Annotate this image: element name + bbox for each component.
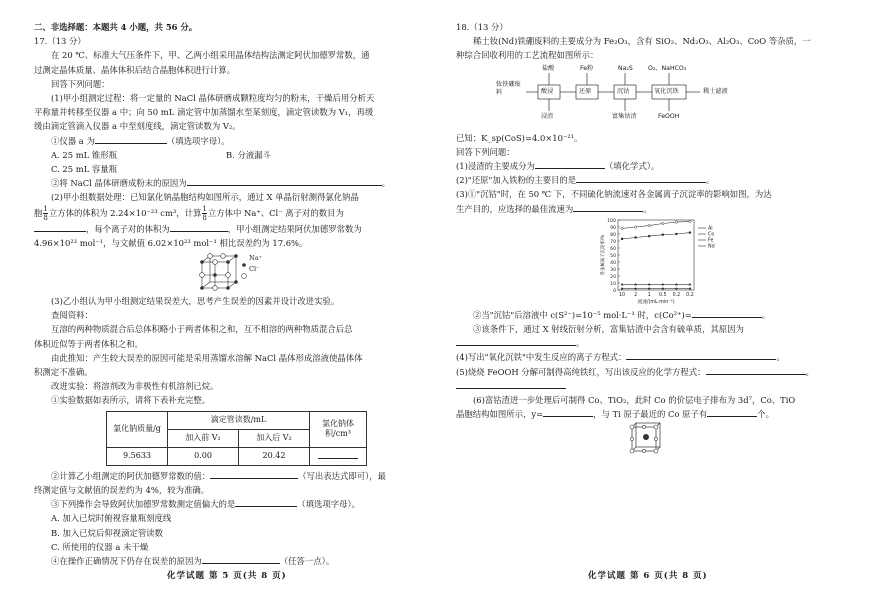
q17-2-text-4: 4.96×10²³ mol⁻¹，与文献值 6.02×10²³ mol⁻¹ 相比误差约为 17.6%。 — [34, 237, 308, 248]
answer-blank[interactable] — [706, 365, 806, 375]
q17-3-4: ④在操作正确情况下仍存在误差的原因为 （任答一点）。 — [51, 556, 335, 567]
chart-svg — [596, 216, 796, 308]
flow-fe: Fe粉 — [580, 64, 594, 72]
answer-blank[interactable] — [34, 222, 86, 232]
y-tick-label: 40 — [610, 260, 616, 266]
answer-blank[interactable] — [456, 336, 576, 346]
q17-2-text-2: 胞 $\frac{1}{8}$ 立方体的体积为 2.24×10⁻²³ cm³，计算 $\frac{1}{8}$ 立方体中 Na⁺、Cl⁻ 离子对的数目为 — [34, 204, 344, 222]
point-Al — [648, 224, 650, 226]
x-tick-label: 10 — [618, 292, 626, 298]
cotio-cell-figure — [456, 421, 836, 457]
nacl-cell-figure — [34, 250, 419, 294]
cotio-lattice-icon — [626, 421, 666, 457]
option-b: B. 分液漏斗 — [226, 149, 271, 160]
legend-cl: Cl⁻ — [249, 265, 260, 274]
point-Co — [689, 231, 691, 233]
flow-o2: O₂、NaHCO₃ — [648, 64, 687, 72]
q18-header: 18.（13 分） — [456, 22, 508, 32]
point-Al — [634, 226, 636, 228]
answer-prompt: 回答下列问题： — [51, 78, 110, 89]
point-Co — [648, 235, 650, 237]
q18-1: (1)浸渣的主要成分为 （填化学式）。 — [456, 161, 660, 172]
point-Nd — [689, 287, 691, 289]
y-tick-label: 80 — [610, 232, 616, 238]
q17-2-text-1: (2)甲小组数据处理：已知氯化钠晶胞结构如图所示，通过 X 单晶衍射测得氯化钠晶 — [51, 192, 359, 203]
point-Co — [662, 233, 664, 235]
header-volume: 氯化钠体积/cm³ — [310, 411, 367, 447]
ksp-note: 已知：K_sp(CoS)=4.0×10⁻²¹。 — [456, 132, 583, 143]
point-Co — [621, 238, 623, 240]
answer-blank[interactable] — [456, 379, 566, 389]
fraction-one-eighth: $\frac{1}{8}$ — [202, 204, 207, 222]
q18-6-a: (6)富钴渣进一步处理后可制得 Co、TiO₂，此时 Co 的价层电子排布为 3d⁷，Co、TiO — [473, 395, 796, 406]
precipitation-chart — [596, 216, 796, 308]
x-tick-label: 0.2 — [686, 292, 694, 298]
point-Nd — [675, 287, 677, 289]
answer-blank[interactable] — [535, 159, 605, 169]
y-tick-label: 90 — [610, 225, 616, 231]
point-Co — [635, 236, 637, 238]
answer-blank[interactable] — [318, 449, 358, 459]
q18-intro-2: 种综合回收利用的工艺流程如图所示： — [456, 50, 599, 61]
q17-intro-1: 在 20 ℃、标准大气压条件下，甲、乙两小组采用晶体结构法测定阿伏加德罗常数，通 — [51, 50, 370, 61]
q17-1-text-2: 平称量并转移至仪器 a 中；向 50 mL 滴定管中加蒸馏水至某刻度，滴定管读数为 V₁，再缓 — [34, 107, 374, 118]
data-table — [106, 411, 367, 466]
answer-blank[interactable] — [210, 469, 298, 479]
fraction-one-eighth: $\frac{1}{8}$ — [43, 204, 48, 222]
q17-header: 17.（13 分） — [34, 36, 86, 47]
q17-3-2: ②计算乙小组测定的阿伏加德罗常数的值： （写出表达式即可），最 — [51, 470, 387, 481]
process-flow-diagram — [496, 63, 796, 131]
y-tick-label: 0 — [613, 288, 616, 294]
answer-blank[interactable] — [626, 350, 776, 360]
flow-acid: 盐酸 — [542, 64, 555, 72]
q17-3-option-b: B. 加入已烷后仰视滴定管读数 — [51, 527, 163, 538]
q17-1-text-3: 缓由滴定管滴入仪器 a 中至刻度线，滴定管读数为 V₂。 — [34, 121, 241, 132]
legend-na: Na⁺ — [249, 254, 262, 263]
answer-prompt-right: 回答下列问题： — [456, 146, 515, 157]
y-tick-label: 30 — [610, 267, 616, 273]
y-axis-label: 各金属离子沉淀率/% — [601, 234, 606, 276]
analysis-1: 由此推知：产生较大误差的原因可能是采用蒸馏水溶解 NaCl 晶体形成溶液使晶体体 — [51, 352, 363, 363]
point-Al — [662, 222, 664, 224]
y-tick-label: 20 — [610, 274, 616, 280]
chart-frame — [618, 220, 694, 290]
q18-intro-1: 稀土钕(Nd)铁硼废料的主要成分为 Fe₂O₃，含有 SiO₂、Nd₂O₃、Al₂O₃、CoO 等杂质，一 — [473, 36, 811, 47]
flow-box-cobalt: 沉钴 — [617, 87, 630, 95]
x-tick-label: 0.2 — [672, 292, 681, 298]
header-after: 加入后 V₂ — [239, 429, 310, 447]
q18-3-1-b: 生产目的，应选择的最佳流速为 。 — [456, 203, 652, 214]
q18-3-3: ③该条件下，通过 X 射线衍射分析，富集钴渣中会含有硫单质，其原因为 — [473, 324, 744, 335]
header-before: 加入前 V₁ — [168, 429, 239, 447]
y-tick-label: 10 — [610, 281, 616, 287]
q17-intro-2: 过测定晶体质量、晶体体积后结合晶胞体积进行计算。 — [34, 64, 235, 75]
q17-3-3: ③下列操作会导致阿伏加德罗常数测定值偏大的是 （填选项字母）。 — [51, 499, 361, 510]
q17-3-option-c: C. 所使用的仪器 a 未干燥 — [51, 541, 149, 552]
flow-cos: 富集钴渣 — [612, 112, 637, 120]
improved-plan: 改进实验：将溶剂改为非极性有机溶剂已烷。 — [51, 381, 219, 392]
x-axis-label: 流速/(mL·min⁻¹) — [637, 299, 675, 305]
q17-1-options-ab — [34, 148, 419, 162]
y-tick-label: 70 — [610, 239, 616, 245]
answer-blank[interactable] — [202, 554, 280, 564]
option-c: C. 25 mL 容量瓶 — [51, 164, 118, 175]
answer-blank[interactable] — [187, 176, 382, 186]
q17-3-2-b: 终测定值与文献值的误差约为 4%，较为准确。 — [34, 485, 210, 496]
flow-box-reduce: 还原 — [579, 87, 592, 95]
point-Al — [689, 220, 691, 222]
x-tick-label: 2 — [634, 292, 638, 298]
q17-3-text: (3)乙小组认为甲小组测定结果误差大，思考产生误差的因素并设计改进实验。 — [51, 296, 340, 307]
answer-blank[interactable] — [543, 407, 593, 417]
cell-mass: 9.5633 — [107, 447, 168, 465]
header-mass: 氯化钠质量/g — [107, 411, 168, 447]
footer-page-5: 化学试题 第 5 页(共 8 页) — [167, 571, 287, 581]
answer-blank[interactable] — [707, 407, 757, 417]
flow-box-iron: 氧化沉铁 — [654, 87, 679, 95]
page-5 — [34, 20, 419, 568]
flow-slag: 浸渣 — [541, 112, 554, 120]
answer-blank[interactable] — [235, 497, 297, 507]
y-tick-label: 60 — [610, 246, 616, 252]
q17-1-text-1: (1)甲小组测定过程：将一定量的 NaCl 晶体研磨成颗粒度均匀的粉末，干燥后用分析天 — [51, 93, 375, 104]
point-Nd — [662, 287, 664, 289]
legend-label-Nd: Nd — [708, 244, 715, 250]
analysis-2: 积测定不准确。 — [34, 367, 93, 378]
answer-blank[interactable] — [95, 134, 167, 144]
q18-5-blank-line — [456, 379, 836, 393]
q17-3-option-a: A. 加入已烷时俯视容量瓶刻度线 — [51, 513, 172, 524]
q18-3-3-blank-line: 。 — [456, 336, 836, 350]
flow-product: 稀土滤液 — [703, 87, 728, 95]
x-tick-label: 1 — [647, 292, 651, 298]
q18-3-1-a: (3)①"沉钴"时，在 50 ℃ 下，不同硫化钠流速对各金属离子沉淀率的影响如图，为达 — [456, 189, 772, 200]
point-Nd — [635, 287, 637, 289]
y-tick-label: 100 — [607, 218, 616, 224]
series-line-Co — [622, 232, 690, 238]
cell-before: 0.00 — [168, 447, 239, 465]
cell-volume[interactable] — [310, 447, 367, 465]
q18-2: (2)"还原"加入铁粉的主要目的是 。 — [456, 175, 715, 186]
point-Al — [675, 221, 677, 223]
x-tick-label: 0.5 — [658, 292, 667, 298]
header-titration: 滴定管读数/mL — [168, 411, 310, 429]
point-Co — [675, 233, 677, 235]
q17-1-1: ①仪器 a 为 （填选项字母）。 — [51, 135, 230, 146]
flow-na2s: Na₂S — [618, 64, 633, 72]
page-6 — [456, 20, 836, 457]
answer-blank[interactable] — [170, 222, 228, 232]
reference-2: 体积近似等于两者体积之和。 — [34, 338, 143, 349]
answer-blank[interactable] — [576, 173, 706, 183]
q18-3-2: ②当"沉钴"后溶液中 c(S²⁻)=10⁻⁵ mol·L⁻¹ 时，c(Co²⁺)= 。 — [473, 309, 771, 320]
reference-1: 互溶的两种物质混合后总体积略小于两者体积之和，互不相溶的两种物质混合后总 — [51, 324, 353, 335]
q18-5: (5)烧烧 FeOOH 分解可制得高纯铁红，写出该反应的化学方程式： 。 — [456, 366, 814, 377]
legend-label-Co: Co — [708, 232, 715, 238]
nacl-lattice-icon — [34, 250, 274, 294]
reference-title: 查阅资料： — [51, 310, 93, 321]
q18-6-b: 晶胞结构如图所示，y= ，与 Ti 原子最近的 Co 原子有 个。 — [456, 409, 774, 420]
option-a: A. 25 mL 锥形瓶 — [51, 149, 117, 160]
point-Nd — [648, 287, 650, 289]
y-tick-label: 50 — [610, 253, 616, 259]
series-line-Al — [622, 221, 690, 228]
flow-box-leach: 酸浸 — [541, 87, 554, 95]
q18-4: (4)写出"氧化沉铁"中发生反应的离子方程式： 。 — [456, 352, 785, 363]
flow-feooh: FeOOH — [658, 112, 680, 120]
footer-page-6: 化学试题 第 6 页(共 8 页) — [588, 571, 708, 581]
cell-after: 20.42 — [239, 447, 310, 465]
legend-label-Fe: Fe — [708, 238, 714, 244]
answer-blank[interactable] — [573, 202, 643, 212]
flow-feed: 钕铁硼废料 — [496, 80, 521, 96]
q17-3-1: ①实验数据如表所示，请将下表补充完整。 — [51, 395, 211, 406]
legend-label-Al: Al — [708, 226, 713, 232]
q17-1-2: ②将 NaCl 晶体研磨成粉末的原因为 。 — [51, 178, 390, 189]
section-header: 二、非选择题：本题共 4 小题，共 56 分。 — [34, 22, 198, 32]
q17-2-text-3: ，每个离子对的体积为 ，甲小组测定结果阿伏加德罗常数为 — [34, 222, 419, 236]
answer-blank[interactable] — [692, 308, 762, 318]
point-Al — [621, 227, 623, 229]
point-Nd — [621, 287, 623, 289]
